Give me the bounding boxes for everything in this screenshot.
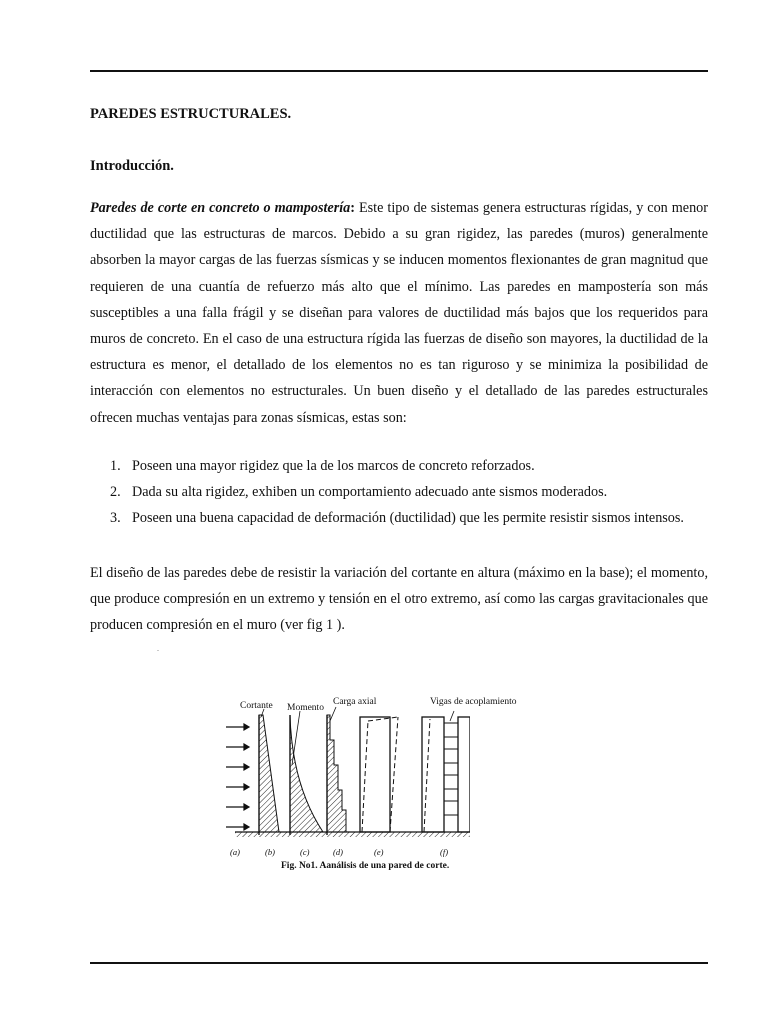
stray-dot: . — [157, 644, 159, 653]
wall-deformation — [360, 717, 398, 832]
section-heading: PAREDES ESTRUCTURALES. — [90, 106, 292, 122]
paragraph-2: El diseño de las paredes debe de resistir la variación del cortante en altura (máximo en la base); el momento, que produce compresión en un extremo y tensión en el otro extremo, así como las cargas gravitacionales que producen compresión en el muro (ver fig 1 ). — [90, 565, 708, 634]
list-item-number: 2. — [110, 484, 121, 501]
advantages-list — [90, 453, 708, 532]
paragraph-1 — [90, 195, 708, 431]
shear-wall-diagram — [140, 645, 470, 880]
sublabel-d: (d) — [333, 847, 343, 857]
sublabel-e: (e) — [374, 847, 384, 857]
sublabel-f: (f) — [440, 847, 449, 857]
label-vigas: Vigas de acoplamiento — [430, 697, 517, 707]
list-item — [90, 479, 708, 505]
ground-line — [235, 832, 470, 837]
list-item-number: 3. — [110, 510, 121, 527]
bottom-rule — [90, 962, 708, 964]
paragraph-1-colon: : — [350, 200, 356, 216]
sublabel-a: (a) — [230, 847, 240, 857]
list-item-text: Poseen una buena capacidad de deformación (ductilidad) que les permite resistir sismos intensos. — [132, 510, 684, 527]
sublabel-b: (b) — [265, 847, 275, 857]
sublabel-c: (c) — [300, 847, 310, 857]
list-item — [90, 505, 708, 531]
label-carga-axial: Carga axial — [333, 697, 377, 707]
shear-diagram — [259, 709, 279, 835]
paragraph-1-text: Este tipo de sistemas genera estructuras rígidas, y con menor ductilidad que las estructuras de marcos. Debido a su gran rigidez, las paredes (muros) generalmente absorben la mayor cargas de las fuerzas sísmicas y se inducen momentos flexionantes de gran magnitud que requieren de una cuantía de refuerzo más alto que el mínimo. Las paredes en mampostería son más susceptibles a una falla frágil y se diseñan para valores de ductilidad más bajos que los requeridos para muros de concreto. En el caso de una estructura rígida las fuerzas de diseño son mayores, la ductilidad de la estructura es menor, el detallado de los elementos no es tan riguroso y se minimiza la posibilidad de interacción con elementos no estructurales. Un buen diseño y el detallado de las paredes estructurales ofrecen muchas ventajas para zonas sísmicas, estas son: — [90, 200, 708, 426]
list-item-text: Poseen una mayor rigidez que la de los marcos de concreto reforzados. — [132, 458, 535, 474]
label-cortante: Cortante — [240, 701, 273, 711]
list-item-number: 1. — [110, 458, 121, 474]
paragraph-1-lead: Paredes de corte en concreto o mampostería — [90, 200, 351, 216]
axial-load-diagram — [327, 707, 346, 835]
label-momento: Momento — [287, 703, 324, 713]
intro-heading: Introducción. — [90, 158, 174, 174]
list-item-text: Dada su alta rigidez, exhiben un comportamiento adecuado ante sismos moderados. — [132, 484, 608, 501]
lateral-force-arrows — [226, 724, 249, 830]
list-item — [90, 453, 708, 479]
moment-diagram — [290, 711, 323, 835]
coupled-walls — [422, 711, 470, 832]
top-rule — [90, 70, 708, 72]
shear-wall-figure — [140, 645, 517, 880]
figure-caption: Fig. No1. Aanálisis de una pared de corte. — [281, 861, 450, 871]
